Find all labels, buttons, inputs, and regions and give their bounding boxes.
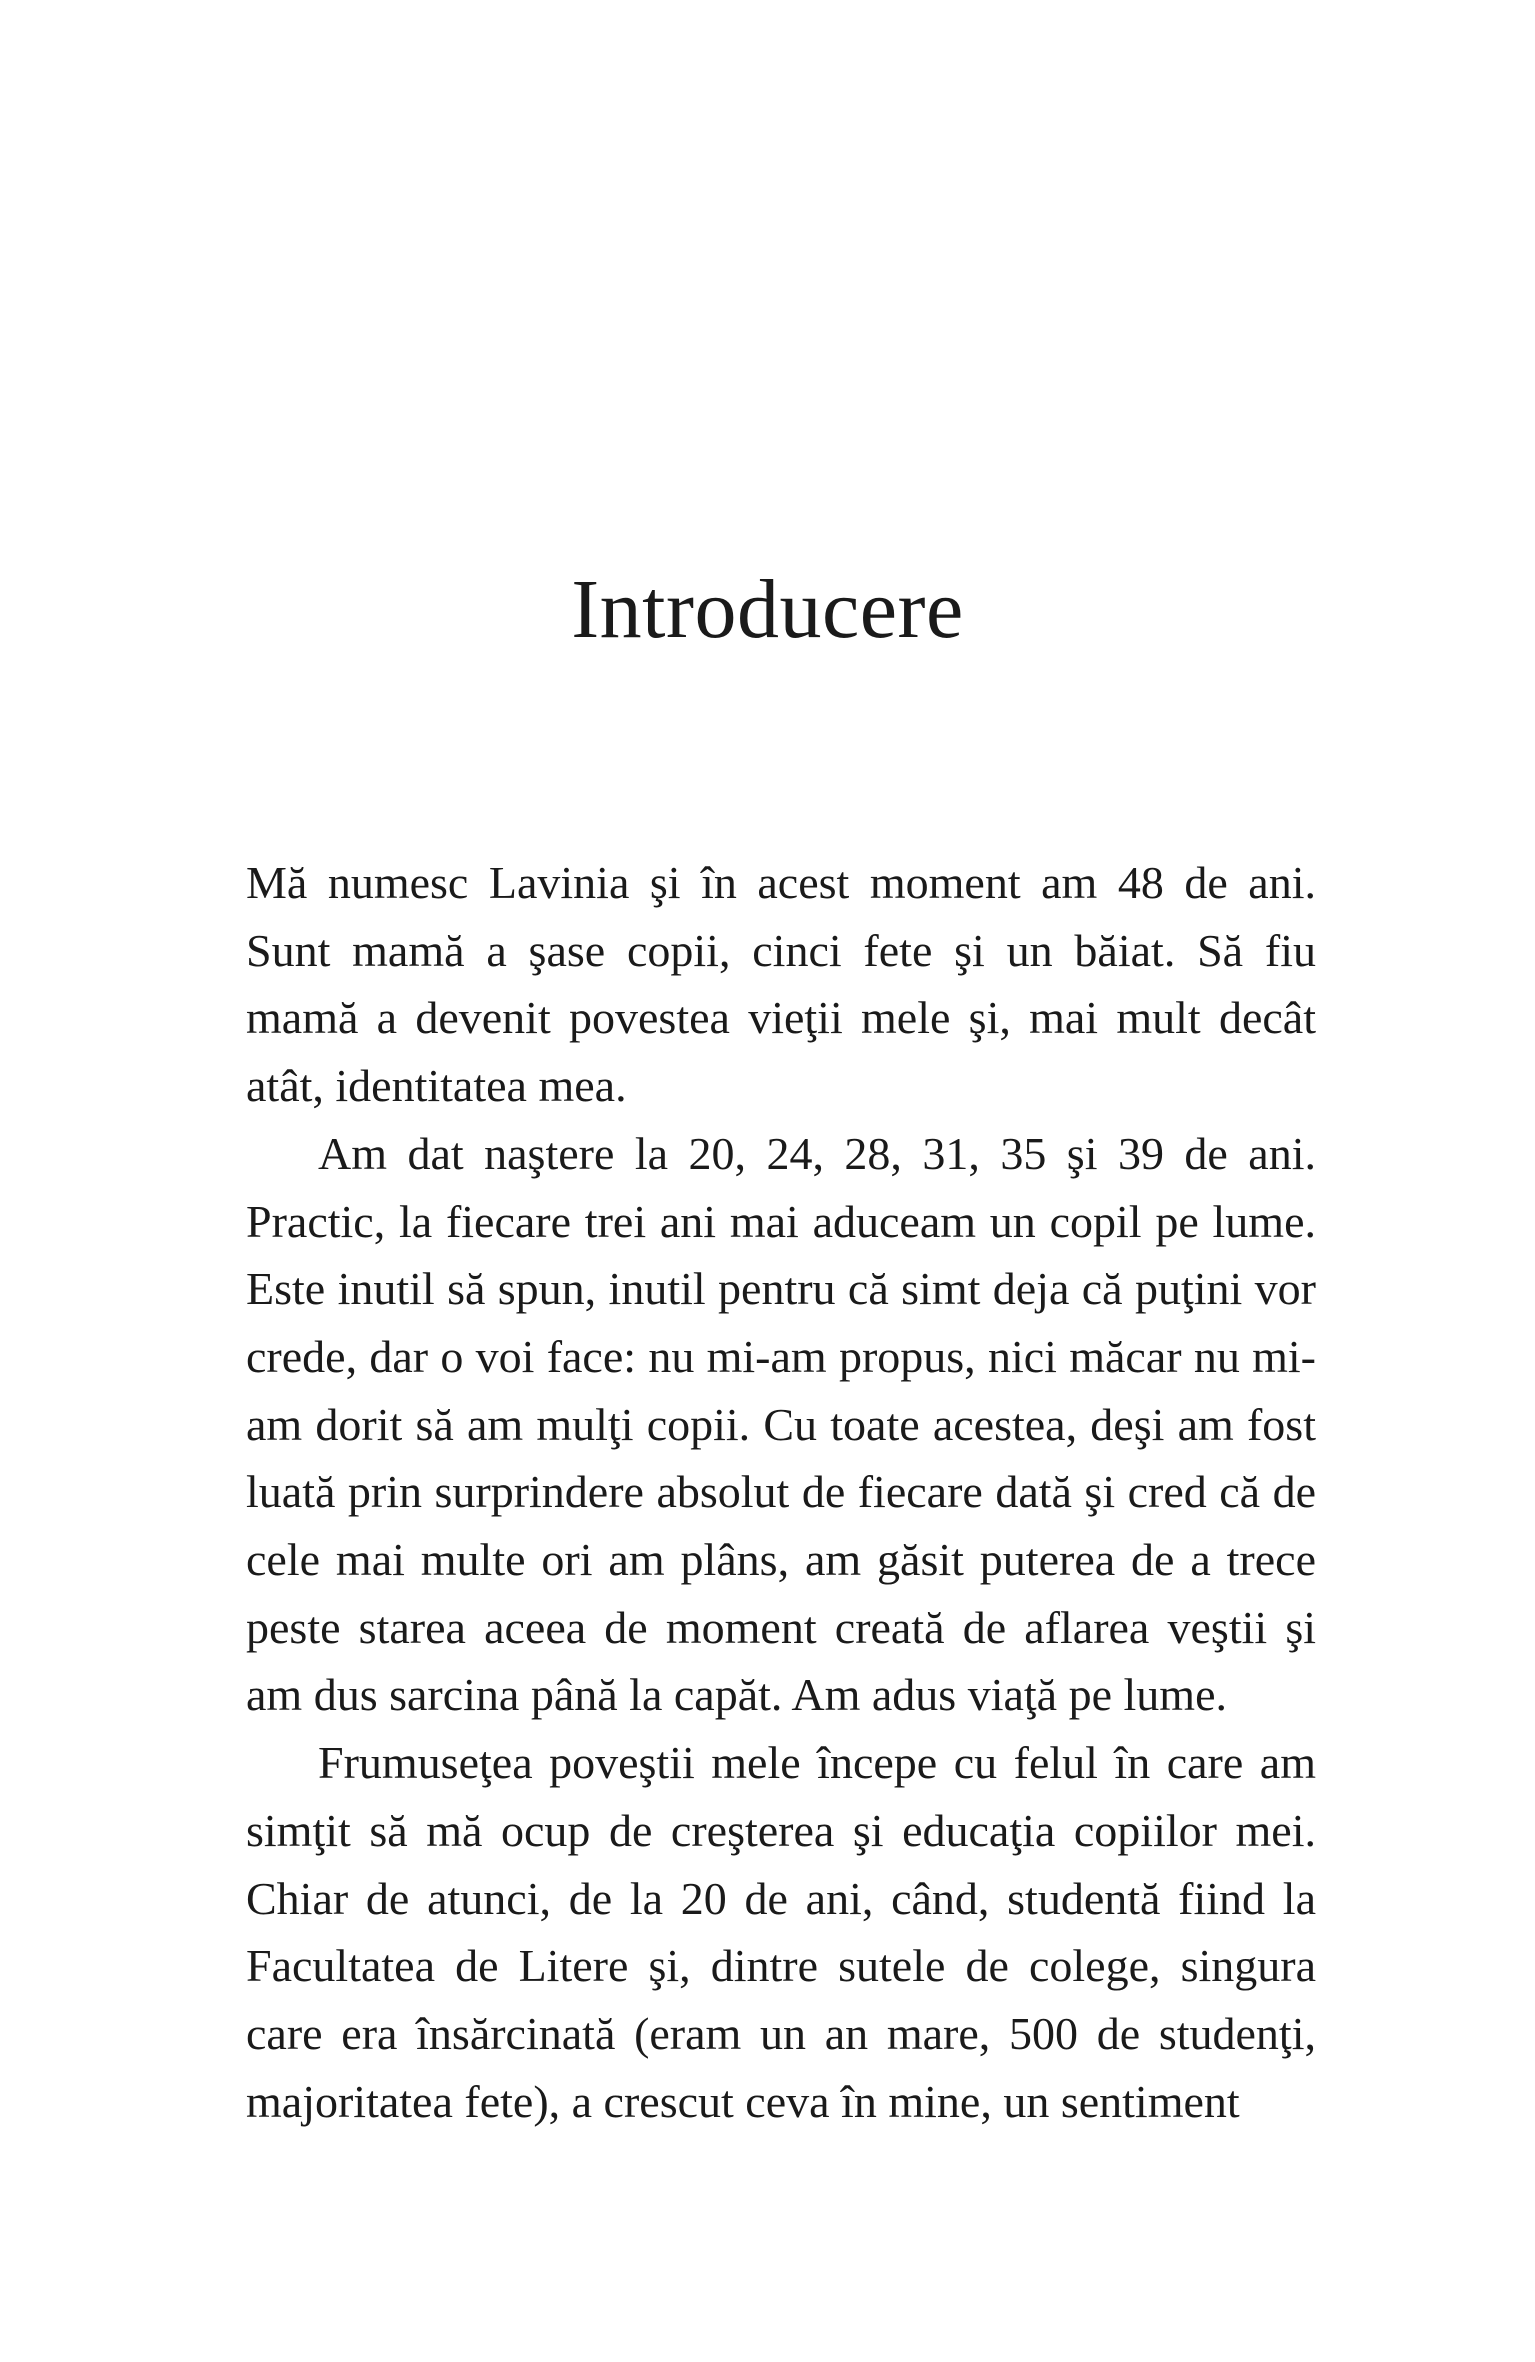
paragraph-2: Am dat naştere la 20, 24, 28, 31, 35 şi 39 de ani. Practic, la fiecare trei ani mai aduceam un copil pe lume. Este inutil să spun, inutil pentru că simt deja că puţini vor crede, dar o voi face: nu mi-am propus, nici măcar nu mi-am dorit să am mulţi copii. Cu toate acestea, deşi am fost luată prin surprindere absolut de fiecare dată şi cred că de cele mai multe ori am plâns, am găsit puterea de a trece peste starea aceea de moment creată de aflarea veştii şi am dus sarcina până la capăt. Am adus viaţă pe lume. (246, 1127, 1316, 1721)
chapter-body (246, 849, 1316, 2135)
paragraph-3: Frumuseţea poveştii mele începe cu felul în care am simţit să mă ocup de creşterea şi educaţia copiilor mei. Chiar de atunci, de la 20 de ani, când, studentă fiind la Facultatea de Litere şi, dintre sutele de colege, singura care era însărcinată (eram un an mare, 500 de studenţi, majoritatea fete), a crescut ceva în mine, un sentiment (246, 1737, 1316, 2127)
chapter-title: Introducere (571, 563, 964, 656)
paragraph-1: Mă numesc Lavinia şi în acest moment am 48 de ani. Sunt mamă a şase copii, cinci fete şi un băiat. Să fiu mamă a devenit povestea vieţii mele şi, mai mult decât atât, identitatea mea. (246, 857, 1316, 1112)
